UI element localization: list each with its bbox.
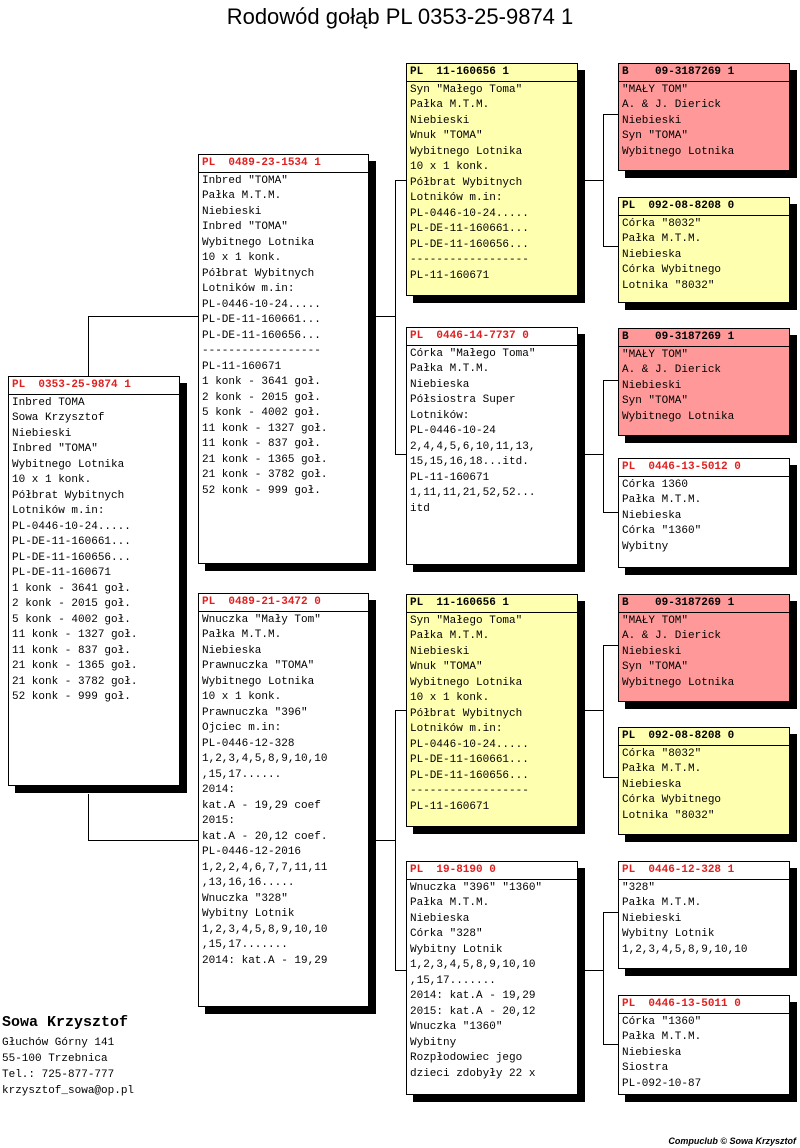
pedigree-text-line: Wybitnego Lotnika (410, 145, 523, 158)
pedigree-text-line: PL-DE-11-160671 (12, 567, 112, 579)
pedigree-text-line: Wybitnego Lotnika (202, 675, 315, 688)
pedigree-text-line: 2015: (202, 815, 236, 827)
pedigree-text-line: Pałka M.T.M. (410, 630, 490, 642)
connector-line (603, 912, 604, 1044)
pedigree-text-line: Lotnika "8032" (622, 279, 715, 292)
pedigree-text-line: PL-DE-11-160661... (410, 223, 529, 235)
pedigree-text-line: PL-0446-10-24..... (202, 298, 321, 311)
pigeon-card-fmf (618, 328, 790, 436)
pedigree-text-line: Niebieski (410, 645, 470, 658)
pedigree-text-line: Syn "TOMA" (622, 395, 689, 407)
connector-line (88, 794, 89, 840)
ring-separator (619, 612, 789, 613)
pedigree-text-line: Rozpłodowiec jego (410, 1052, 523, 1064)
pedigree-text-line: PL-DE-11-160656... (202, 329, 321, 342)
pedigree-text-line: A. & J. Dierick (622, 99, 722, 111)
pedigree-text-line: PL-DE-11-160656... (12, 551, 131, 564)
pedigree-text-line: 2 konk - 2015 goł. (202, 391, 321, 404)
pedigree-text-line: Wnuczka "Mały Tom" (202, 613, 321, 626)
ring-separator (619, 745, 789, 746)
pigeon-card-mfm (618, 727, 790, 835)
pedigree-text-line: Lotników m.in: (202, 283, 295, 295)
pedigree-text-line: ------------------ (410, 254, 529, 266)
ring-number: PL 0446-14-7737 0 (410, 330, 529, 342)
pedigree-text-line: 1,2,3,4,5,8,9,10,10 (202, 753, 328, 765)
pedigree-text-line: Córka "1360" (622, 1015, 702, 1028)
pedigree-text-line: Półbrat Wybitnych (12, 489, 125, 502)
pedigree-text-line: Wybitny Lotnik (622, 928, 715, 940)
pedigree-text-line: Ojciec m.in: (202, 722, 282, 734)
pedigree-text-line: Lotników m.in: (410, 723, 503, 735)
pedigree-text-line: Córka 1360 (622, 478, 689, 491)
pedigree-text-line: Wybitnego Lotnika (410, 676, 523, 689)
pedigree-text-line: "MAŁY TOM" (622, 348, 689, 361)
connector-line (88, 840, 200, 841)
pedigree-text-line: 11 konk - 837 goł. (12, 644, 131, 657)
ring-separator (407, 879, 577, 880)
ring-separator (407, 81, 577, 82)
pedigree-text-line: dzieci zdobyły 22 x (410, 1067, 536, 1080)
pedigree-text-line: Półbrat Wybitnych (410, 176, 523, 189)
pedigree-text-line: Wnuczka "396" "1360" (410, 881, 543, 894)
ring-number: B 09-3187269 1 (622, 66, 735, 78)
ring-number: PL 11-160656 1 (410, 597, 510, 609)
pedigree-text-line: Wybitny (622, 540, 669, 553)
pedigree-text-line: "MAŁY TOM" (622, 614, 689, 627)
pedigree-text-line: Syn "TOMA" (622, 661, 689, 673)
pedigree-text-line: Pałka M.T.M. (202, 629, 282, 641)
pedigree-text-line: PL-0446-10-24..... (12, 520, 131, 533)
pedigree-text-line: itd (410, 502, 430, 515)
ring-number: PL 0489-23-1534 1 (202, 157, 321, 169)
pedigree-text-line: Niebieski (622, 645, 682, 658)
footer-credit: Compuclub © Sowa Krzysztof (668, 1136, 796, 1146)
ring-number: PL 092-08-8208 0 (622, 200, 735, 212)
pedigree-text-line: 52 konk - 999 goł. (12, 691, 131, 703)
pedigree-text-line: Pałka M.T.M. (622, 763, 702, 775)
pedigree-text-line: Syn "Małego Toma" (410, 614, 523, 627)
pedigree-text-line: Niebieska (622, 509, 682, 522)
pedigree-text-line: Niebieska (410, 378, 470, 391)
pedigree-text-line: Wybitny (410, 1036, 457, 1049)
pigeon-card-mother-mother (406, 861, 578, 1095)
pedigree-text-line: PL-DE-11-160656... (410, 769, 529, 782)
pedigree-text-line: 2014: (202, 784, 236, 796)
connector-line (395, 710, 396, 970)
pedigree-text-line: 1,11,11,21,52,52... (410, 487, 536, 499)
pedigree-text-line: Inbred "TOMA" (12, 443, 98, 455)
pedigree-text-line: Niebieska (410, 912, 470, 925)
owner-name: Sowa Krzysztof (2, 1014, 129, 1031)
ring-number: PL 092-08-8208 0 (622, 730, 735, 742)
pedigree-text-line: ,13,16,16..... (202, 877, 295, 889)
pedigree-text-line: 10 x 1 konk. (410, 161, 490, 173)
pedigree-text-line: 21 konk - 1365 goł. (202, 453, 328, 466)
pedigree-text-line: 11 konk - 837 goł. (202, 438, 321, 450)
connector-line (578, 970, 603, 971)
pedigree-text-line: Wybitnego Lotnika (622, 145, 735, 158)
pedigree-text-line: PL-DE-11-160661... (12, 536, 131, 548)
pedigree-text-line: kat.A - 19,29 coef (202, 799, 321, 812)
pedigree-text-line: Córka "8032" (622, 747, 702, 760)
pigeon-card-main (8, 376, 180, 786)
pedigree-text-line: "328" (622, 881, 656, 894)
pedigree-text-line: 10 x 1 konk. (202, 691, 282, 703)
pedigree-text-line: PL-092-10-87 (622, 1077, 702, 1090)
connector-line (578, 710, 603, 711)
owner-city: 55-100 Trzebnica (2, 1053, 108, 1065)
connector-line (578, 454, 603, 455)
pedigree-text-line: Pałka M.T.M. (410, 99, 490, 111)
pedigree-text-line: Wnuczka "328" (202, 892, 288, 905)
pedigree-text-line: 2 konk - 2015 goł. (12, 598, 131, 610)
pedigree-text-line: Syn "TOMA" (622, 130, 689, 142)
owner-email: krzysztof_sowa@op.pl (2, 1085, 135, 1097)
pigeon-card-father (198, 154, 369, 564)
ring-number: B 09-3187269 1 (622, 597, 735, 609)
pedigree-text-line: Córka Wybitnego (622, 264, 722, 276)
pedigree-text-line: PL-0446-10-24..... (410, 738, 529, 751)
pedigree-text-line: Inbred "TOMA" (202, 174, 288, 187)
pedigree-text-line: Lotników m.in: (12, 505, 105, 517)
pedigree-text-line: Niebieska (202, 644, 262, 657)
pedigree-text-line: 2014: kat.A - 19,29 (410, 990, 536, 1002)
ring-separator (199, 172, 368, 173)
ring-number: PL 0489-21-3472 0 (202, 596, 321, 608)
pedigree-text-line: Niebieska (622, 248, 682, 261)
ring-separator (619, 476, 789, 477)
pedigree-text-line: Pałka M.T.M. (622, 233, 702, 245)
pedigree-text-line: Inbred TOMA (12, 396, 85, 409)
owner-address: Głuchów Górny 141 (2, 1037, 115, 1049)
pedigree-text-line: 1 konk - 3641 goł. (202, 376, 321, 388)
connector-line (603, 380, 604, 512)
pedigree-text-line: A. & J. Dierick (622, 630, 722, 642)
pedigree-text-line: PL-0446-10-24..... (410, 207, 529, 220)
ring-separator (407, 612, 577, 613)
pedigree-text-line: 11 konk - 1327 goł. (202, 422, 328, 435)
pedigree-text-line: Wybitny Lotnik (202, 908, 295, 920)
pedigree-text-line: PL-DE-11-160661... (202, 314, 321, 326)
pigeon-card-mff (618, 594, 790, 702)
pigeon-card-ffm (618, 197, 790, 303)
pedigree-text-line: Niebieski (622, 912, 682, 925)
pedigree-text-line: 5 konk - 4002 goł. (202, 407, 321, 419)
ring-number: PL 0353-25-9874 1 (12, 379, 131, 391)
pedigree-text-line: ,15,17....... (202, 939, 288, 951)
pedigree-text-line: PL-11-160671 (410, 269, 490, 282)
connector-line (395, 180, 396, 454)
pedigree-text-line: PL-0446-10-24 (410, 425, 496, 437)
ring-separator (619, 346, 789, 347)
pedigree-text-line: 1 konk - 3641 goł. (12, 582, 131, 595)
pigeon-card-fmm (618, 458, 790, 568)
pigeon-card-father-mother (406, 327, 578, 565)
pedigree-text-line: 10 x 1 konk. (12, 474, 92, 486)
pedigree-text-line: Niebieski (410, 114, 470, 127)
pedigree-text-line: Pałka M.T.M. (202, 190, 282, 202)
pedigree-text-line: 21 konk - 3782 goł. (12, 675, 138, 688)
pedigree-text-line: 2015: kat.A - 20,12 (410, 1005, 536, 1018)
pedigree-text-line: ,15,17...... (202, 768, 282, 781)
pedigree-text-line: Pałka M.T.M. (622, 494, 702, 506)
pedigree-text-line: Wybitnego Lotnika (622, 410, 735, 423)
pedigree-text-line: Wybitnego Lotnika (202, 236, 315, 249)
pedigree-text-line: Wnuk "TOMA" (410, 661, 483, 673)
connector-line (369, 840, 395, 841)
pedigree-text-line: 1,2,2,4,6,7,7,11,11 (202, 861, 328, 874)
pigeon-card-mmm (618, 995, 790, 1095)
ring-separator (619, 81, 789, 82)
owner-phone: Tel.: 725-877-777 (2, 1069, 115, 1081)
pigeon-card-mother (198, 593, 369, 1007)
pedigree-text-line: 5 konk - 4002 goł. (12, 613, 131, 626)
pedigree-text-line: 1,2,3,4,5,8,9,10,10 (410, 959, 536, 971)
pedigree-text-line: 2014: kat.A - 19,29 (202, 954, 328, 967)
pedigree-text-line: Niebieski (12, 427, 72, 440)
pedigree-text-line: Wybitnego Lotnika (622, 676, 735, 689)
pigeon-card-mmf (618, 861, 790, 969)
pedigree-text-line: Syn "Małego Toma" (410, 83, 523, 96)
pedigree-text-line: ,15,17....... (410, 974, 496, 987)
pedigree-text-line: 1,2,3,4,5,8,9,10,10 (622, 943, 748, 956)
pedigree-text-line: Córka "328" (410, 928, 483, 940)
pedigree-text-line: Lotników m.in: (410, 192, 503, 204)
pedigree-text-line: "MAŁY TOM" (622, 83, 689, 96)
connector-line (578, 180, 603, 181)
pigeon-card-father-father (406, 63, 578, 296)
connector-line (88, 316, 200, 317)
ring-separator (619, 1013, 789, 1014)
pedigree-text-line: Córka "1360" (622, 525, 702, 537)
pedigree-text-line: PL-11-160671 (202, 360, 282, 373)
pedigree-text-line: Półsiostra Super (410, 394, 516, 406)
pedigree-text-line: ------------------ (202, 345, 321, 357)
pedigree-text-line: PL-11-160671 (410, 800, 490, 813)
pedigree-text-line: Niebieska (622, 1046, 682, 1059)
pedigree-text-line: PL-DE-11-160656... (410, 238, 529, 251)
pedigree-text-line: 11 konk - 1327 goł. (12, 629, 138, 641)
connector-line (369, 316, 395, 317)
page-title: Rodowód gołąb PL 0353-25-9874 1 (226, 4, 574, 29)
ring-separator (407, 345, 577, 346)
pedigree-text-line: Pałka M.T.M. (622, 897, 702, 909)
pedigree-text-line: Wybitny Lotnik (410, 943, 503, 956)
connector-line (603, 645, 604, 777)
ring-separator (619, 215, 789, 216)
ring-number: PL 0446-13-5011 0 (622, 998, 741, 1010)
connector-line (88, 316, 89, 376)
pedigree-text-line: Prawnuczka "396" (202, 706, 308, 719)
ring-number: PL 19-8190 0 (410, 864, 496, 876)
pedigree-text-line: PL-0446-12-2016 (202, 846, 302, 858)
pigeon-card-mother-father (406, 594, 578, 827)
pedigree-text-line: Prawnuczka "TOMA" (202, 660, 315, 672)
pedigree-text-line: 21 konk - 1365 goł. (12, 660, 138, 672)
pedigree-text-line: 10 x 1 konk. (410, 692, 490, 704)
pedigree-text-line: Córka "8032" (622, 217, 702, 230)
pedigree-text-line: Sowa Krzysztof (12, 412, 105, 424)
ring-number: PL 0446-13-5012 0 (622, 461, 741, 473)
pedigree-text-line: Niebieski (202, 205, 262, 218)
ring-number: PL 0446-12-328 1 (622, 864, 735, 876)
pedigree-text-line: Córka "Małego Toma" (410, 347, 536, 360)
connector-line (603, 114, 604, 246)
pedigree-text-line: Córka Wybitnego (622, 794, 722, 806)
pedigree-text-line: 2,4,4,5,6,10,11,13, (410, 440, 536, 453)
pedigree-text-line: PL-11-160671 (410, 471, 490, 484)
pedigree-text-line: Wnuczka "1360" (410, 1021, 503, 1033)
pedigree-text-line: 15,15,16,18...itd. (410, 456, 529, 468)
pedigree-text-line: 1,2,3,4,5,8,9,10,10 (202, 923, 328, 936)
pedigree-text-line: Niebieski (622, 379, 682, 392)
pedigree-text-line: Pałka M.T.M. (622, 1031, 702, 1043)
pedigree-text-line: Niebieska (622, 778, 682, 791)
pedigree-text-line: Lotników: (410, 409, 470, 422)
pedigree-text-line: ------------------ (410, 785, 529, 797)
ring-number: PL 11-160656 1 (410, 66, 510, 78)
pedigree-text-line: 52 konk - 999 goł. (202, 484, 321, 497)
pedigree-text-line: Pałka M.T.M. (410, 897, 490, 909)
pedigree-text-line: Inbred "TOMA" (202, 221, 288, 233)
pedigree-text-line: 21 konk - 3782 goł. (202, 469, 328, 481)
pedigree-text-line: Niebieski (622, 114, 682, 127)
ring-separator (199, 611, 368, 612)
owner-info (2, 1015, 134, 1099)
pedigree-text-line: 10 x 1 konk. (202, 252, 282, 264)
pigeon-card-fff (618, 63, 790, 171)
ring-separator (9, 394, 179, 395)
pedigree-text-line: A. & J. Dierick (622, 364, 722, 376)
ring-separator (619, 879, 789, 880)
pedigree-text-line: Siostra (622, 1062, 669, 1074)
pedigree-text-line: Pałka M.T.M. (410, 363, 490, 375)
pedigree-text-line: Wybitnego Lotnika (12, 458, 125, 471)
pedigree-text-line: PL-DE-11-160661... (410, 754, 529, 766)
pedigree-text-line: PL-0446-12-328 (202, 737, 295, 750)
pedigree-text-line: kat.A - 20,12 coef. (202, 830, 328, 843)
pedigree-text-line: Lotnika "8032" (622, 809, 715, 822)
pedigree-text-line: Wnuk "TOMA" (410, 130, 483, 142)
pedigree-text-line: Półbrat Wybitnych (410, 707, 523, 720)
pedigree-text-line: Półbrat Wybitnych (202, 267, 315, 280)
ring-number: B 09-3187269 1 (622, 331, 735, 343)
